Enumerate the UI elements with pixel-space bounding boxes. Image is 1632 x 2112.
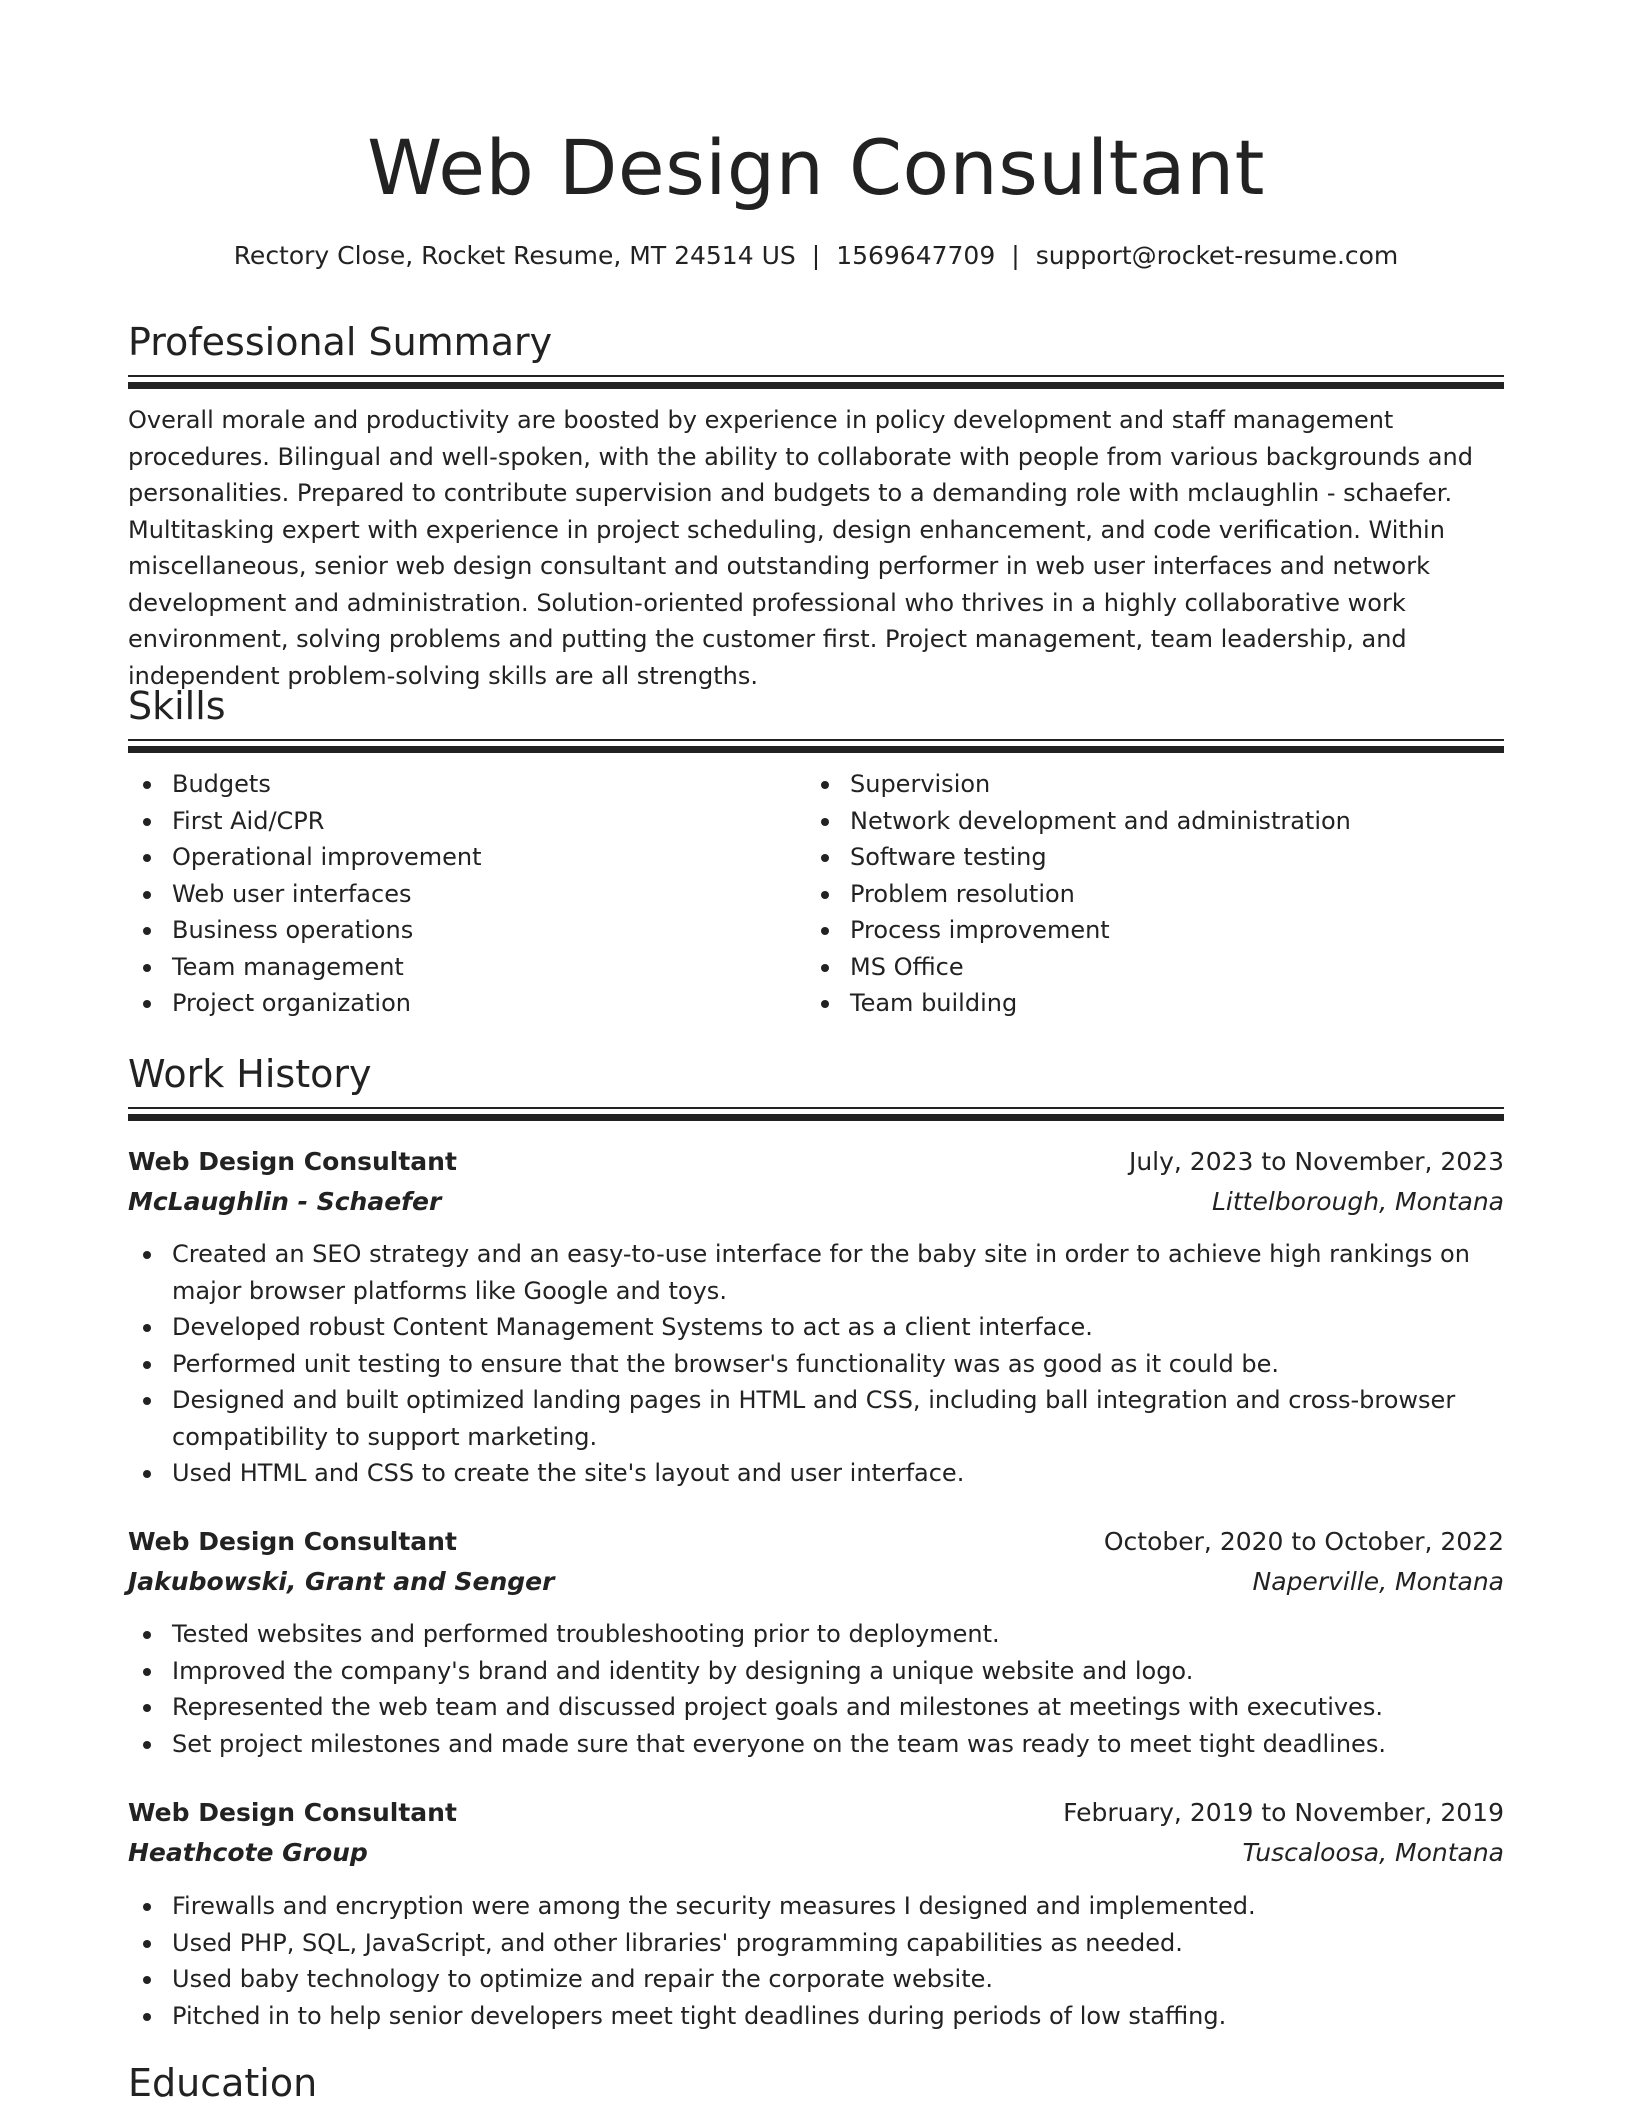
contact-address: Rectory Close, Rocket Resume, MT 24514 US [233,241,796,270]
contact-email[interactable]: support@rocket-resume.com [1035,241,1399,270]
job-duty-item: Designed and built optimized landing pages in HTML and CSS, including ball integration and cross-browser compatibility to support marketing. [128,1382,1504,1455]
job-duties [128,1888,1504,2034]
summary-text: Overall morale and productivity are boosted by experience in policy development and staff management procedures. Bilingual and well-spoken, with the ability to collaborate with people from various backgrounds and personalities. Prepared to contribute supervision and budgets to a demanding role with mclaughlin - schaefer. Multitasking expert with experience in project scheduling, design enhancement, and code verification. Within miscellaneous, senior web design consultant and outstanding performer in web user interfaces and network development and administration. Solution-oriented professional who thrives in a highly collaborative work environment, solving problems and putting the customer first. Project management, team leadership, and independent problem-solving skills are all strengths. [128,406,1473,690]
job-subheader [128,1562,1504,1602]
job-location: Littelborough, Montana [1212,1187,1504,1216]
resume-title: Web Design Consultant [367,123,1265,212]
skill-item: Project organization [128,985,808,1022]
skill-item: Process improvement [806,912,1486,949]
job-dates: October, 2020 to October, 2022 [1103,1527,1504,1556]
job-location: Tuscaloosa, Montana [1242,1838,1504,1867]
job-duty-item: Created an SEO strategy and an easy-to-use interface for the baby site in order to achieve high rankings on major browser platforms like Google and toys. [128,1236,1504,1309]
job-duty-item: Tested websites and performed troubleshooting prior to deployment. [128,1616,1504,1653]
skill-item: Team management [128,949,808,986]
job-duty-item: Improved the company's brand and identity by designing a unique website and logo. [128,1653,1504,1690]
section-heading-work-history: Work History [128,1052,372,1096]
skill-item: Operational improvement [128,839,808,876]
job-company: Heathcote Group [128,1838,368,1867]
job-subheader [128,1833,1504,1873]
skill-item: First Aid/CPR [128,803,808,840]
job-duty-item: Pitched in to help senior developers meet tight deadlines during periods of low staffing. [128,1998,1504,2035]
skills-list-right [806,766,1486,1022]
job-dates: July, 2023 to November, 2023 [1128,1147,1504,1176]
skill-item: Team building [806,985,1486,1022]
job-dates: February, 2019 to November, 2019 [1063,1798,1504,1827]
skill-item: Supervision [806,766,1486,803]
section-heading-skills: Skills [128,684,226,728]
job-header [128,1793,1504,1833]
job-duty-item: Developed robust Content Management Systems to act as a client interface. [128,1309,1504,1346]
skill-item: Web user interfaces [128,876,808,913]
job-duty-item: Used baby technology to optimize and repair the corporate website. [128,1961,1504,1998]
skill-item: Business operations [128,912,808,949]
job-location: Naperville, Montana [1252,1567,1504,1596]
skills-list-left [128,766,808,1022]
job-duty-item: Used PHP, SQL, JavaScript, and other libraries' programming capabilities as needed. [128,1925,1504,1962]
job-company: McLaughlin - Schaefer [128,1187,442,1216]
job-duty-item: Firewalls and encryption were among the security measures I designed and implemented. [128,1888,1504,1925]
job-title: Web Design Consultant [128,1798,457,1827]
skill-item: Network development and administration [806,803,1486,840]
contact-separator: | [1011,241,1020,270]
job-duties [128,1616,1504,1762]
contact-phone: 1569647709 [836,241,996,270]
job-duties [128,1236,1504,1492]
job-duty-item: Represented the web team and discussed project goals and milestones at meetings with executives. [128,1689,1504,1726]
section-heading-education: Education [128,2061,318,2105]
skill-item: MS Office [806,949,1486,986]
skill-item: Software testing [806,839,1486,876]
job-subheader [128,1182,1504,1222]
section-divider [128,739,1504,753]
skill-item: Budgets [128,766,808,803]
job-duty-item: Performed unit testing to ensure that the browser's functionality was as good as it could be. [128,1346,1504,1383]
job-duty-item: Set project milestones and made sure that everyone on the team was ready to meet tight deadlines. [128,1726,1504,1763]
job-header [128,1522,1504,1562]
section-heading-summary: Professional Summary [128,320,553,364]
job-company: Jakubowski, Grant and Senger [128,1567,555,1596]
skill-item: Problem resolution [806,876,1486,913]
job-title: Web Design Consultant [128,1147,457,1176]
section-divider [128,1107,1504,1121]
contact-line [0,238,1632,274]
job-duty-item: Used HTML and CSS to create the site's layout and user interface. [128,1455,1504,1492]
section-divider [128,375,1504,389]
job-title: Web Design Consultant [128,1527,457,1556]
contact-separator: | [811,241,821,270]
job-header [128,1142,1504,1182]
